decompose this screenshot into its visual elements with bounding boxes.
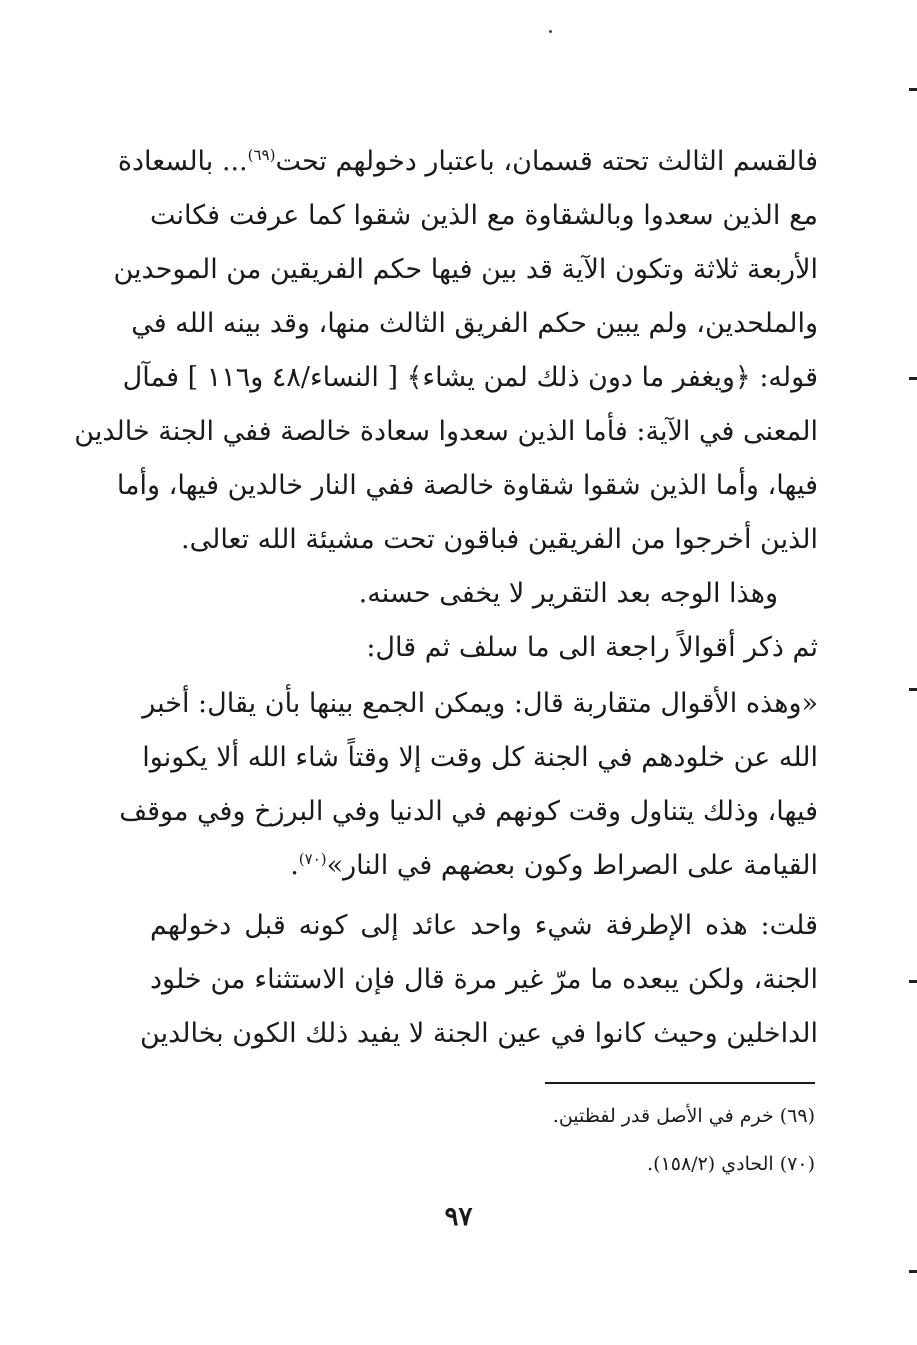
scan-edge-mark [909, 688, 917, 691]
text-line-17: الداخلين وحيث كانوا في عين الجنة لا يفيد ذلك الكون بخالدين [140, 1018, 818, 1049]
page-number: ٩٧ [444, 1202, 473, 1232]
scan-edge-mark [909, 980, 917, 983]
text-line-16: الجنة، ولكن يبعده ما مرّ غير مرة قال فإن الاستثناء من خلود [150, 964, 818, 995]
text-line-7: فيها، وأما الذين شقوا شقاوة خالصة ففي النار خالدين فيها، وأما [116, 470, 818, 501]
footnote-separator [545, 1082, 815, 1084]
footnote-70: (٧٠) الحادي (١٥٨/٢). [647, 1153, 815, 1175]
text-line-11: «وهذه الأقوال متقاربة قال: ويمكن الجمع بينها بأن يقال: أخبر [142, 688, 818, 719]
footnote-69: (٦٩) خرم في الأصل قدر لفظتين. [552, 1105, 815, 1127]
text-line-15: قلت: هذه الإطرفة شيء واحد عائد إلى كونه قبل دخولهم [150, 910, 818, 941]
footnote-ref-69[interactable]: (٦٩) [247, 146, 276, 164]
text-line-6: المعنى في الآية: فأما الذين سعدوا سعادة خالصة ففي الجنة خالدين [74, 416, 818, 447]
text-line-8: الذين أخرجوا من الفريقين فباقون تحت مشيئة الله تعالى. [181, 524, 818, 555]
text-line-9: وهذا الوجه بعد التقرير لا يخفى حسنه. [358, 578, 778, 609]
scan-edge-mark [909, 1270, 917, 1273]
text-line-2: مع الذين سعدوا وبالشقاوة مع الذين شقوا كما عرفت فكانت [150, 200, 818, 231]
text-line-12: الله عن خلودهم في الجنة كل وقت إلا وقتاً شاء الله ألا يكونوا [142, 742, 818, 773]
text-line-13: فيها، وذلك يتناول وقت كونهم في الدنيا وفي البرزخ وفي موقف [119, 796, 818, 827]
scan-edge-mark [909, 88, 917, 91]
body-text [74, 134, 818, 1054]
text-line-10: ثم ذكر أقوالاً راجعة الى ما سلف ثم قال: [366, 632, 818, 663]
text-line-1: فالقسم الثالث تحته قسمان، باعتبار دخولهم تحت$^{(٦٩)}$... بالسعادة [117, 146, 818, 177]
text-line-14: القيامة على الصراط وكون بعضهم في النار»$^{(٧٠)}$. [290, 850, 818, 881]
scan-edge-mark [909, 377, 917, 380]
text-line-3: الأربعة ثلاثة وتكون الآية قد بين فيها حكم الفريقين من الموحدين [113, 254, 818, 285]
text-line-4: والملحدين، ولم يبين حكم الفريق الثالث منها، وقد بينه الله في [131, 308, 818, 339]
scan-speck [549, 30, 552, 33]
footnote-ref-70[interactable]: (٧٠) [298, 850, 327, 868]
text-line-5: قوله: ﴿ويغفر ما دون ذلك لمن يشاء﴾ [ النساء/٤٨ و١١٦ ] فمآل [122, 362, 818, 393]
